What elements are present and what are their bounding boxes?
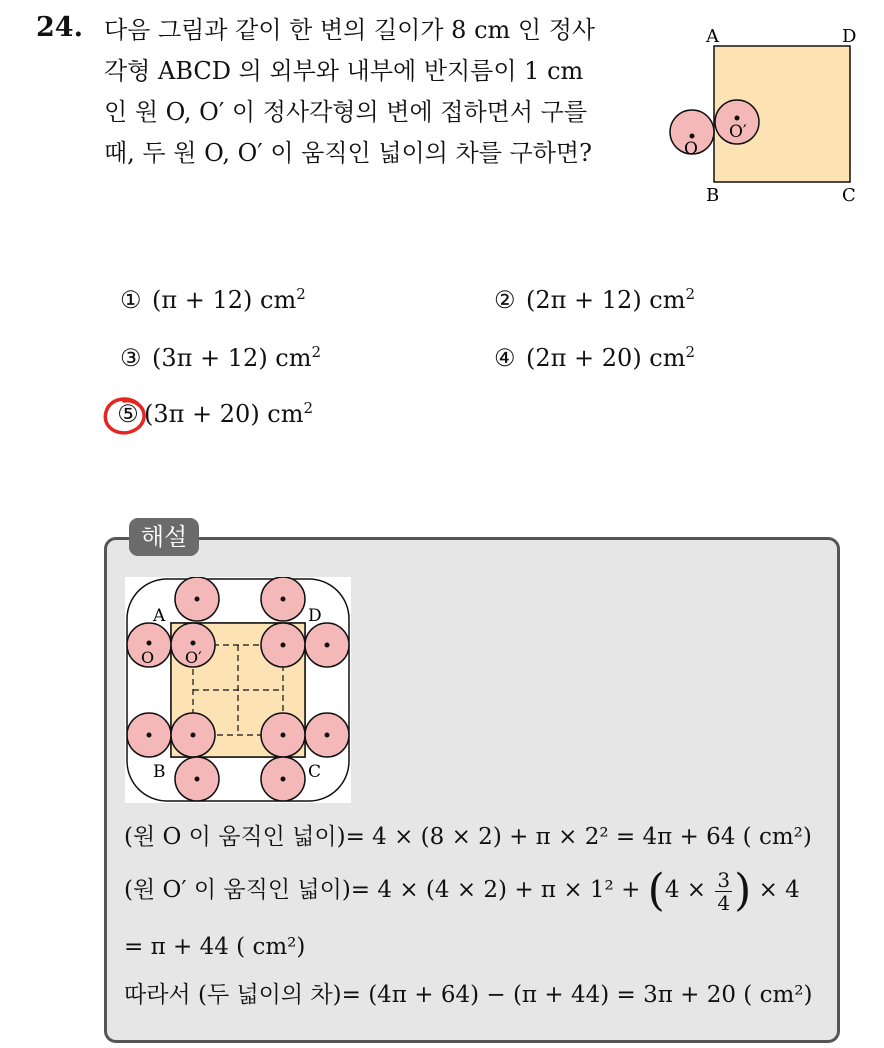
question-number: 24.	[36, 12, 83, 43]
solution-tag: 해설	[129, 518, 199, 556]
label-b: B	[706, 185, 720, 206]
label-o: O	[684, 139, 698, 159]
label-c: C	[308, 762, 322, 782]
center-o-prime-dot	[735, 116, 740, 121]
label-d: D	[308, 606, 322, 626]
question-line: 때, 두 원 O, O′ 이 움직인 넓이의 차를 구하면?	[104, 139, 592, 167]
choice-4[interactable]: ④ (2π + 20) $cm^2$	[494, 343, 696, 372]
label-a: A	[706, 26, 719, 47]
choice-mark: ③	[120, 344, 142, 372]
label-b: B	[153, 762, 166, 782]
label-c: C	[842, 185, 856, 206]
label-a: A	[153, 606, 166, 626]
solution-line-4: 따라서 (두 넓이의 차)= (4π + 64) − (π + 44) = 3π + 20 ( cm²)	[124, 982, 813, 1008]
answer-circle-mark	[100, 394, 152, 440]
solution-diagram	[125, 577, 351, 803]
solution-line-1: (원 O 이 움직인 넓이)= 4 × (8 × 2) + π × 2² = 4π + 64 ( cm²)	[124, 824, 812, 850]
solution-line-2: (원 O′ 이 움직인 넓이)= 4 × (4 × 2) + π × 1² + (4 × $\frac{3}{4}$ ) × 4	[124, 865, 800, 916]
choice-mark: ⑤	[117, 400, 139, 428]
label-o: O	[141, 648, 155, 667]
solution-figure	[125, 577, 351, 803]
label-o-prime: O′	[185, 648, 202, 667]
choice-mark: ①	[120, 286, 142, 314]
label-o-prime: O′	[729, 122, 747, 142]
choice-3[interactable]: ③ (3π + 12) $cm^2$	[120, 343, 322, 372]
question-line: 다음 그림과 같이 한 변의 길이가 8 cm 인 정사	[104, 16, 596, 44]
question-line: 각형 ABCD 의 외부와 내부에 반지름이 1 cm	[104, 57, 584, 85]
choice-5[interactable]: ⑤ (3π + 20) $cm^2$	[112, 400, 313, 428]
question-text	[104, 10, 644, 174]
fraction: $\frac{3}{4}$	[717, 867, 731, 915]
choice-mark: ④	[494, 344, 516, 372]
choice-mark: ②	[494, 286, 516, 314]
question-figure	[660, 20, 870, 210]
choice-2[interactable]: ② (2π + 12) $cm^2$	[494, 285, 696, 314]
label-d: D	[842, 26, 857, 47]
question-line: 인 원 O, O′ 이 정사각형의 변에 접하면서 구를	[104, 98, 587, 126]
solution-line-3: = π + 44 ( cm²)	[124, 934, 306, 960]
choice-1[interactable]: ① (π + 12) $cm^2$	[120, 285, 306, 314]
center-o-dot	[690, 134, 695, 139]
